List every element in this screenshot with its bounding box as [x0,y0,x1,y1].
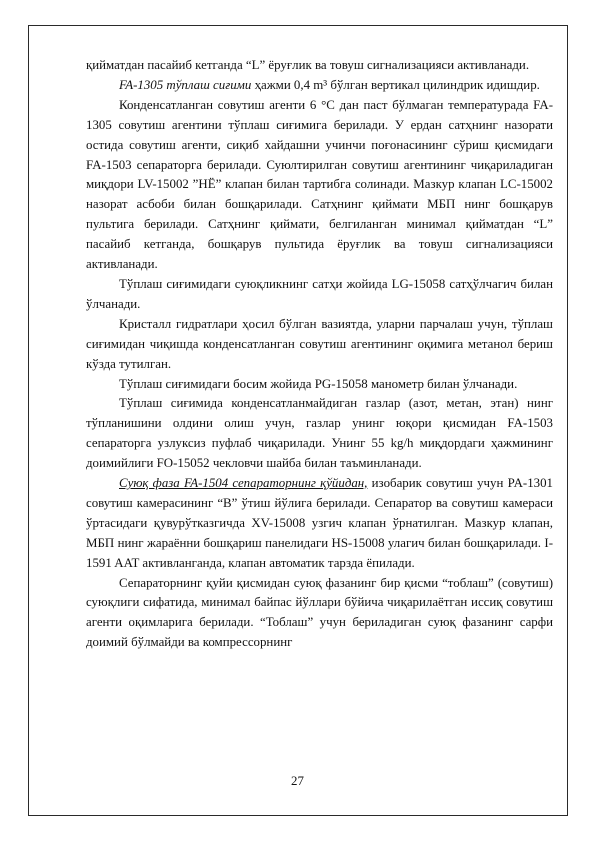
paragraph-2 [86,76,553,96]
paragraph-8 [86,474,553,574]
paragraph-6 [86,375,553,395]
page-number: 27 [291,774,304,788]
paragraph-2-text: ҳажми 0,4 m³ бўлган вертикал цилиндрик идишдир. [251,77,540,92]
paragraph-9 [86,574,553,654]
paragraph-4-text: Тўплаш сиғимидаги суюқликнинг сатҳи жойида LG-15058 сатҳўлчагич билан ўлчанади. [86,276,553,311]
paragraph-2-lead: FA-1305 тўплаш сиғими [119,77,252,92]
paragraph-5 [86,315,553,375]
paragraph-9-text: Сепараторнинг қуйи қисмидан суюқ фазанинг бир қисми “тоблаш” (совутиш) суюқлиги сифатида, минимал байпас йўллари бўйича чиқарилаётган иссиқ совутиш агенти оқимларига берилади. “Тоблаш” учун бериладиган суюқ фазанинг сарфи доимий бўлмайди ва компрессорнинг [86,575,553,650]
paragraph-3-text: Конденсатланган совутиш агенти 6 °C дан паст бўлмаган температурада FA-1305 совутиш агентини тўплаш сиғимига берилади. У ердан сатҳнинг назорати остида совутиш агенти, сиқиб хайдашни учинчи поғонасининг сўриш қисмидаги FA-1503 сепараторга берилади. Суюлтирилган совутиш агентининг чиқариладиган миқдори LV-15002 ”НЁ” клапан билан тартибга солинади. Мазкур клапан LC-15002 назорат асбоби билан бошқарилади. Сатҳнинг қиймати МБП нинг бошқарув пультига берилади. Сатҳнинг қиймати, белгиланган минимал қийматдан “L” пасайиб кетганда, бошқарув пультида ёруғлик ва товуш сигнализацияси активланади. [86,97,553,272]
paragraph-7 [86,394,553,474]
paragraph-5-text: Кристалл гидратлари ҳосил бўлган вазиятда, уларни парчалаш учун, тўплаш сиғимидан чиқишда конденсатланган совутиш агентининг оқимига метанол бериш кўзда тутилган. [86,316,553,371]
document-body [86,56,553,653]
paragraph-1-text: қийматдан пасайиб кетганда “L” ёруғлик ва товуш сигнализацияси активланади. [86,58,530,72]
paragraph-1 [86,56,553,76]
paragraph-7-text: Тўплаш сиғимида конденсатланмайдиган газлар (азот, метан, этан) нинг тўпланишини олдини олиш учун, газлар унинг юқори қисмидан FA-1503 сепараторга узлуксиз пуфлаб чиқарилади. Унинг 55 kg/h миқдордаги ҳажмининг доимийлиги FO-15052 чекловчи шайба билан таъминланади. [86,396,553,471]
paragraph-8-text: изобарик совутиш учун PA-1301 совутиш камерасининг “B” ўтиш йўлига берилади. Сепаратор ва совутиш камераси ўртасидаги қувурўтказгичда XV-15008 узгич клапан ўрнатилган. Мазкур клапан, МБП нинг жараённи бошқариш панелидаги HS-15008 улагич билан бошқарилади. I-1591 AAT активланганда, клапан автоматик тарзда ёпилади. [86,476,553,570]
paragraph-3 [86,96,553,275]
paragraph-8-lead: Суюқ фаза FA-1504 сепараторнинг қўйидан, [119,476,368,491]
paragraph-4 [86,275,553,315]
paragraph-6-text: Тўплаш сиғимидаги босим жойида PG-15058 манометр билан ўлчанади. [119,376,518,391]
